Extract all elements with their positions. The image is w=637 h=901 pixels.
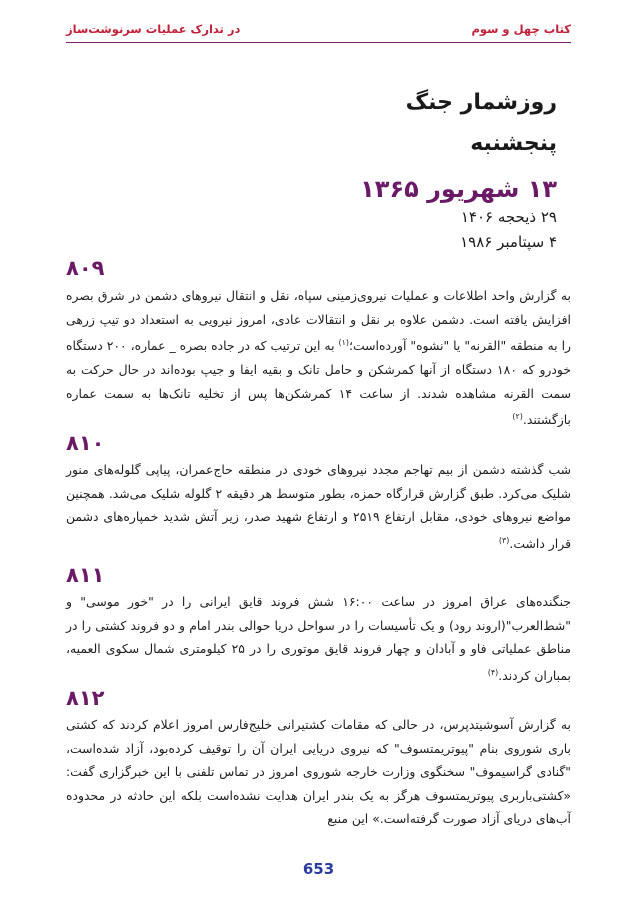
entry-number-812: ۸۱۲ <box>66 686 105 710</box>
solar-date-heading: ۱۳ شهریور ۱۳۶۵ <box>360 175 557 203</box>
entry-809-body-a: به گزارش واحد اطلاعات و عملیات نیروی‌زمینی سپاه، نقل و انتقال نیروهای دشمن در شرق بصره افزایش یافته است. دشمن علاوه بر نقل و انتقالات عادی، امروز نیرویی به استعداد دو تیپ زرهی را به منطقه "القرنه" یا "نشوه" آورده‌است؛ <box>66 288 572 354</box>
header-section-title: در تدارک عملیات سرنوشت‌ساز <box>66 22 241 36</box>
entry-number-809: ۸۰۹ <box>66 256 105 280</box>
header-book-title: کتاب چهل و سوم <box>471 22 571 36</box>
footnote-ref-2[interactable]: (۲) <box>512 412 523 422</box>
entry-811-body: جنگنده‌های عراق امروز در ساعت ۱۶:۰۰ شش فروند قایق ایرانی را در "خور موسی" و "شط‌العرب"(اروند رود) و یک تأسیسات را در سواحل دریا حوالی بندر امام و دو فروند کشتی را در مناطق عملیاتی فاو و آبادان و چهار فروند قایق موتوری را در ۲۵ کیلومتری شمال سکوی العمیه، بمباران کردند. <box>66 594 571 683</box>
footnote-ref-3[interactable]: (۳) <box>498 535 510 545</box>
entry-text-812 <box>66 713 571 831</box>
entry-number-810: ۸۱۰ <box>66 431 105 455</box>
entry-text-810 <box>66 458 571 556</box>
lunar-date: ۲۹ ذیحجه ۱۴۰۶ <box>460 208 557 226</box>
entry-number-811: ۸۱۱ <box>66 563 105 587</box>
page-number: 653 <box>302 860 335 878</box>
entry-809-body-b: به این ترتیب که در جاده بصره _ عماره، ۲۰۰ دستگاه خودرو که ۱۸۰ دستگاه از آنها کمرشکن و حامل تانک و بقیه ایفا و جیپ بوده‌اند در حال حرکت به سمت القرنه مشاهده شدند. از ساعت ۱۴ کمرشکن‌ها پس از تخلیه تانک‌ها به سمت عماره بازگشتند. <box>66 338 571 428</box>
entry-text-809 <box>66 284 571 432</box>
entry-810-body: شب گذشته دشمن از بیم تهاجم مجدد نیروهای خودی در منطقه حاج‌عمران، پیاپی گلوله‌های منور شلیک می‌کرد. طبق گزارش قرارگاه حمزه، بطور متوسط هر دقیقه ۲ گلوله شلیک می‌شد. همچنین مواضع نیروهای خودی، مقابل ارتفاع ۲۵۱۹ و ارتفاع شهید صدر، زیر آتش شدید خمپاره‌های دشمن قرار داشت. <box>66 462 571 551</box>
gregorian-date: ۴ سپتامبر ۱۹۸۶ <box>460 233 557 251</box>
footnote-ref-1[interactable]: (۱) <box>338 338 350 348</box>
weekday-heading: پنجشنبه <box>470 131 557 156</box>
entry-812-body: به گزارش آسوشیتدپرس، در حالی که مقامات کشتیرانی خلیج‌فارس امروز اعلام کردند که کشتی باری شوروی بنام "پیوتریمتسوف" که نیروی دریایی ایران آن را توقیف کرده‌بود، آزاد شده‌است، "گنادی گراسیموف" سخنگوی وزارت خارجه شوروی امروز در تماس تلفنی با این خبرگزاری گفت: «کشتی‌باربری پیوتریمتسوف هرگز به یک بندر ایران هدایت نشده‌است بلکه این حادثه در محدوده آب‌های دریای آزاد صورت گرفته‌است.» این منبع <box>66 717 571 827</box>
footnote-ref-4[interactable]: (۴) <box>487 667 499 677</box>
entry-text-811 <box>66 590 571 688</box>
running-header <box>66 18 571 43</box>
chapter-title: روزشمار جنگ <box>405 90 557 115</box>
